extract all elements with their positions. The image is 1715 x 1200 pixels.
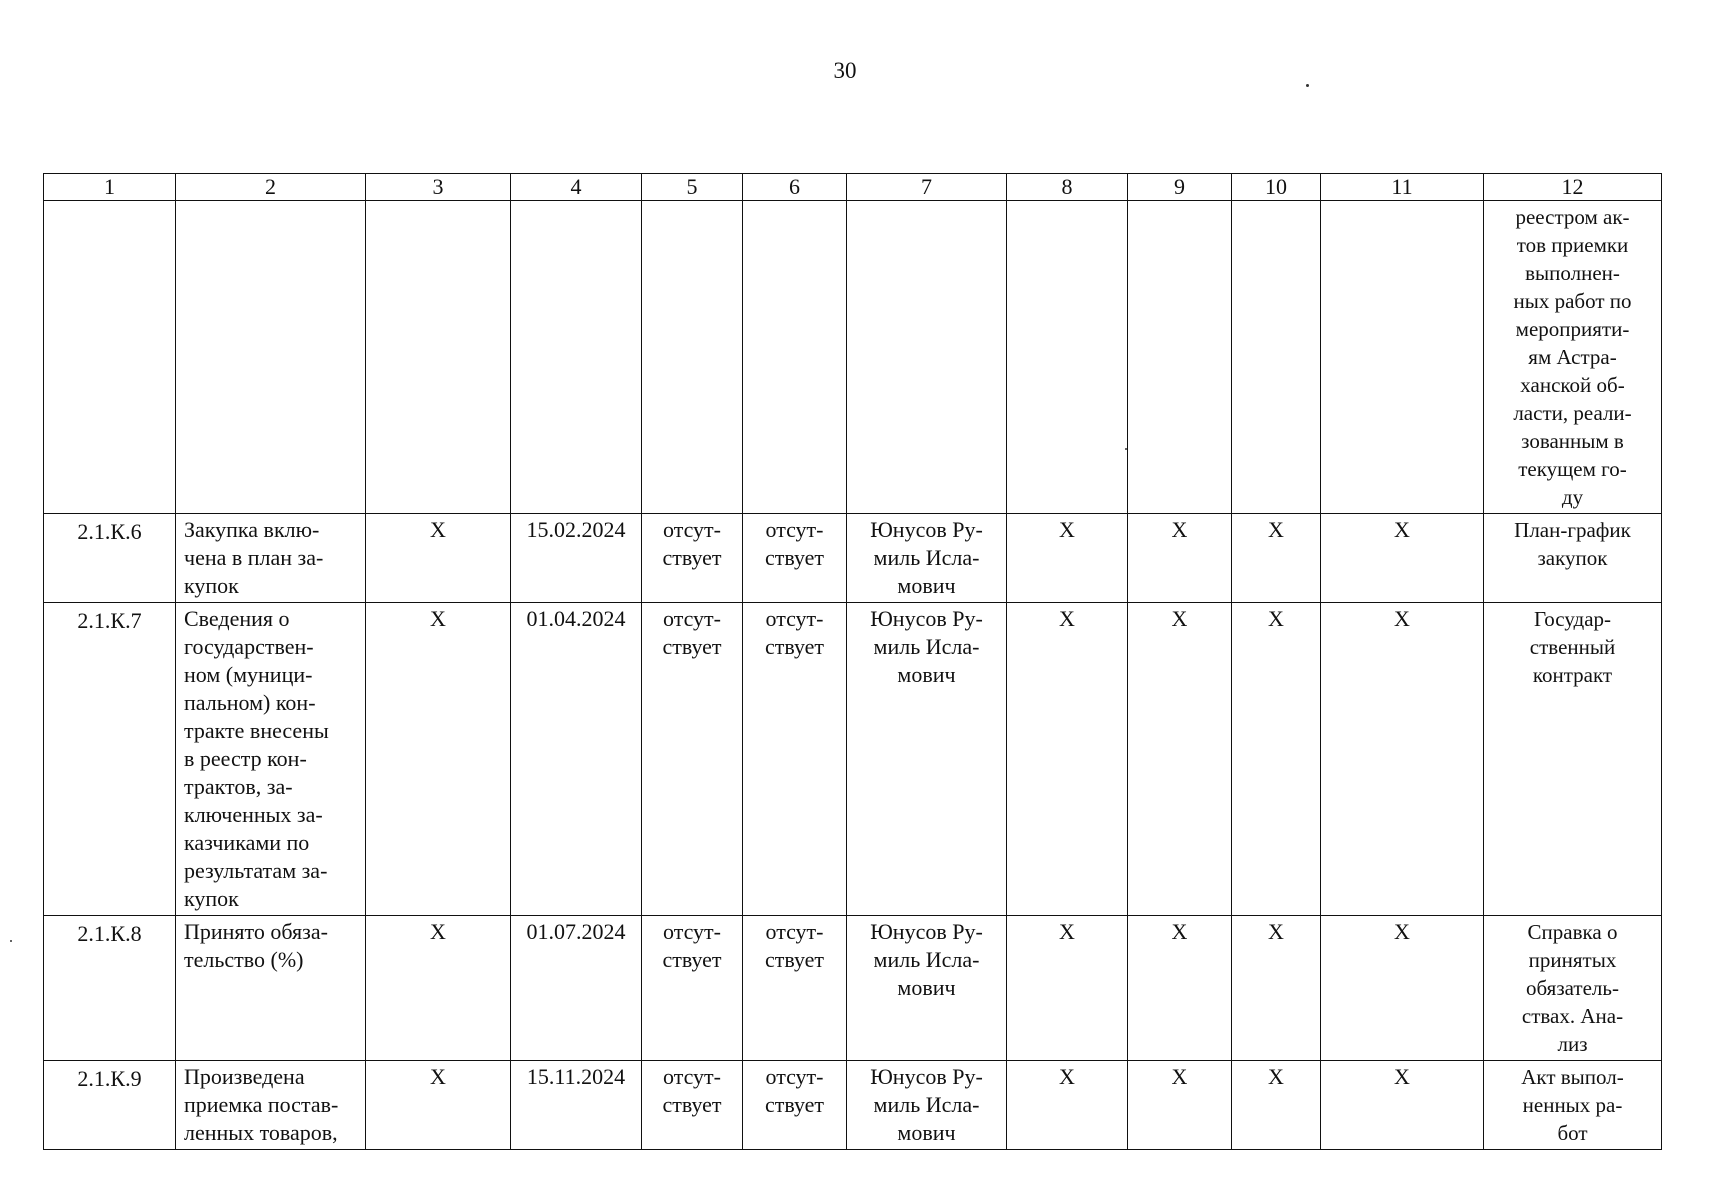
row-x-mark-cell [366, 916, 511, 1061]
row-description-cell [176, 916, 366, 1061]
row-x-mark-cell [1007, 603, 1128, 916]
row-x-mark-cell [1321, 514, 1484, 603]
row-x-mark: X [1171, 606, 1188, 631]
row-value: отсут- ствует [662, 606, 722, 659]
row-x-mark-cell [1007, 1061, 1128, 1150]
row-value-cell [743, 1061, 847, 1150]
row-x-mark-cell [366, 514, 511, 603]
continuation-row [44, 201, 1662, 514]
row-date: 01.04.2024 [526, 606, 626, 631]
page-number: 30 [833, 58, 857, 83]
column-number-row [44, 174, 1662, 201]
row-value-cell [743, 603, 847, 916]
row-description: Сведения о государствен- ном (муници- пальном) кон- тракте внесены в реестр кон- трактов, за- ключенных за- казчиками по результатам за- купок [184, 606, 329, 911]
column-number: 12 [1484, 174, 1662, 201]
row-x-mark-cell [1232, 514, 1321, 603]
row-value: отсут- ствует [662, 1064, 722, 1117]
empty-cell [1321, 201, 1484, 514]
row-code: 2.1.К.9 [77, 1066, 142, 1091]
document-text: реестром ак- тов приемки выполнен- ных работ по мероприяти- ям Астра- ханской об- ласти, реали- зованным в текущем го- ду [1513, 205, 1632, 509]
measures-table [43, 173, 1662, 1150]
row-x-mark: X [1268, 1064, 1284, 1089]
empty-cell [1007, 201, 1128, 514]
column-number: 3 [366, 174, 511, 201]
scan-speck [1306, 84, 1309, 87]
row-responsible-cell [847, 603, 1007, 916]
row-responsible: Юнусов Ру- миль Исла- мович [870, 1064, 983, 1145]
empty-cell [1128, 201, 1232, 514]
row-responsible-cell [847, 916, 1007, 1061]
row-date: 15.11.2024 [526, 1064, 626, 1089]
empty-cell [847, 201, 1007, 514]
table-row [44, 916, 1662, 1061]
row-value-cell [743, 514, 847, 603]
row-date-cell [511, 514, 642, 603]
row-x-mark: X [1059, 1064, 1075, 1089]
row-date-cell [511, 916, 642, 1061]
row-document-cell [1484, 514, 1662, 603]
empty-cell [743, 201, 847, 514]
column-number: 1 [44, 174, 176, 201]
column-number: 11 [1321, 174, 1484, 201]
row-code-cell [44, 916, 176, 1061]
empty-cell [44, 201, 176, 514]
row-date: 15.02.2024 [526, 517, 626, 542]
row-x-mark: X [1059, 606, 1075, 631]
column-number: 8 [1007, 174, 1128, 201]
row-x-mark: X [1059, 517, 1075, 542]
row-x-mark: X [1394, 919, 1410, 944]
row-value: отсут- ствует [764, 517, 825, 570]
row-description-cell [176, 514, 366, 603]
row-x-mark-cell [1321, 916, 1484, 1061]
row-x-mark-cell [1232, 916, 1321, 1061]
row-x-mark: X [1394, 1064, 1410, 1089]
empty-cell [1232, 201, 1321, 514]
row-x-mark-cell [1007, 514, 1128, 603]
row-document-cell [1484, 603, 1662, 916]
column-number: 7 [847, 174, 1007, 201]
column-number: 4 [511, 174, 642, 201]
row-responsible-cell [847, 1061, 1007, 1150]
row-x-mark-cell [1007, 916, 1128, 1061]
row-document: План-график закупок [1514, 518, 1631, 570]
row-x-mark-cell [1128, 916, 1232, 1061]
table-row [44, 603, 1662, 916]
row-x-mark-cell [1232, 1061, 1321, 1150]
empty-cell [176, 201, 366, 514]
row-document: Справка о принятых обязатель- ствах. Ана- лиз [1521, 920, 1624, 1056]
table-row [44, 514, 1662, 603]
row-value: отсут- ствует [662, 919, 722, 972]
row-x-mark: X [1268, 606, 1284, 631]
row-x-mark-cell [366, 1061, 511, 1150]
row-code-cell [44, 514, 176, 603]
row-document-cell [1484, 1061, 1662, 1150]
row-description: Закупка вклю- чена в план за- купок [184, 517, 324, 598]
column-number: 5 [642, 174, 743, 201]
row-date-cell [511, 1061, 642, 1150]
row-x-mark: X [430, 517, 446, 542]
row-code-cell [44, 603, 176, 916]
row-value-cell [642, 603, 743, 916]
row-value-cell [642, 514, 743, 603]
row-code-cell [44, 1061, 176, 1150]
row-x-mark: X [1059, 919, 1075, 944]
row-code: 2.1.К.7 [77, 608, 142, 633]
empty-cell [366, 201, 511, 514]
row-x-mark: X [1394, 517, 1410, 542]
column-number: 10 [1232, 174, 1321, 201]
row-x-mark: X [1268, 517, 1284, 542]
row-x-mark-cell [1128, 603, 1232, 916]
scan-speck [10, 940, 12, 942]
row-document-cell [1484, 916, 1662, 1061]
row-x-mark: X [1171, 1064, 1188, 1089]
row-x-mark: X [430, 606, 446, 631]
row-x-mark-cell [1128, 514, 1232, 603]
column-number: 9 [1128, 174, 1232, 201]
row-value-cell [642, 916, 743, 1061]
row-code: 2.1.К.8 [77, 921, 142, 946]
column-number: 6 [743, 174, 847, 201]
row-value-cell [743, 916, 847, 1061]
row-x-mark: X [1394, 606, 1410, 631]
row-description-cell [176, 603, 366, 916]
row-value: отсут- ствует [662, 517, 722, 570]
row-x-mark: X [1171, 517, 1188, 542]
table-row [44, 1061, 1662, 1150]
row-responsible: Юнусов Ру- миль Исла- мович [870, 919, 983, 1000]
row-responsible: Юнусов Ру- миль Исла- мович [870, 606, 983, 687]
row-value: отсут- ствует [764, 1064, 825, 1117]
row-x-mark: X [1171, 919, 1188, 944]
empty-cell [642, 201, 743, 514]
row-code: 2.1.К.6 [77, 519, 142, 544]
row-date: 01.07.2024 [526, 919, 626, 944]
row-responsible-cell [847, 514, 1007, 603]
document-cell [1484, 201, 1662, 514]
row-description: Произведена приемка постав- ленных товаров, [184, 1064, 339, 1145]
row-x-mark-cell [1321, 1061, 1484, 1150]
row-responsible: Юнусов Ру- миль Исла- мович [870, 517, 983, 598]
row-date-cell [511, 603, 642, 916]
row-x-mark-cell [366, 603, 511, 916]
row-document: Акт выпол- ненных ра- бот [1521, 1065, 1624, 1145]
row-value: отсут- ствует [764, 919, 825, 972]
row-value: отсут- ствует [764, 606, 825, 659]
empty-cell [511, 201, 642, 514]
row-value-cell [642, 1061, 743, 1150]
row-x-mark-cell [1232, 603, 1321, 916]
row-x-mark: X [430, 919, 446, 944]
row-x-mark-cell [1321, 603, 1484, 916]
row-description-cell [176, 1061, 366, 1150]
row-document: Государ- ственный контракт [1529, 607, 1616, 687]
column-number: 2 [176, 174, 366, 201]
row-x-mark: X [1268, 919, 1284, 944]
row-x-mark: X [430, 1064, 446, 1089]
row-x-mark-cell [1128, 1061, 1232, 1150]
row-description: Принято обяза- тельство (%) [184, 919, 328, 972]
